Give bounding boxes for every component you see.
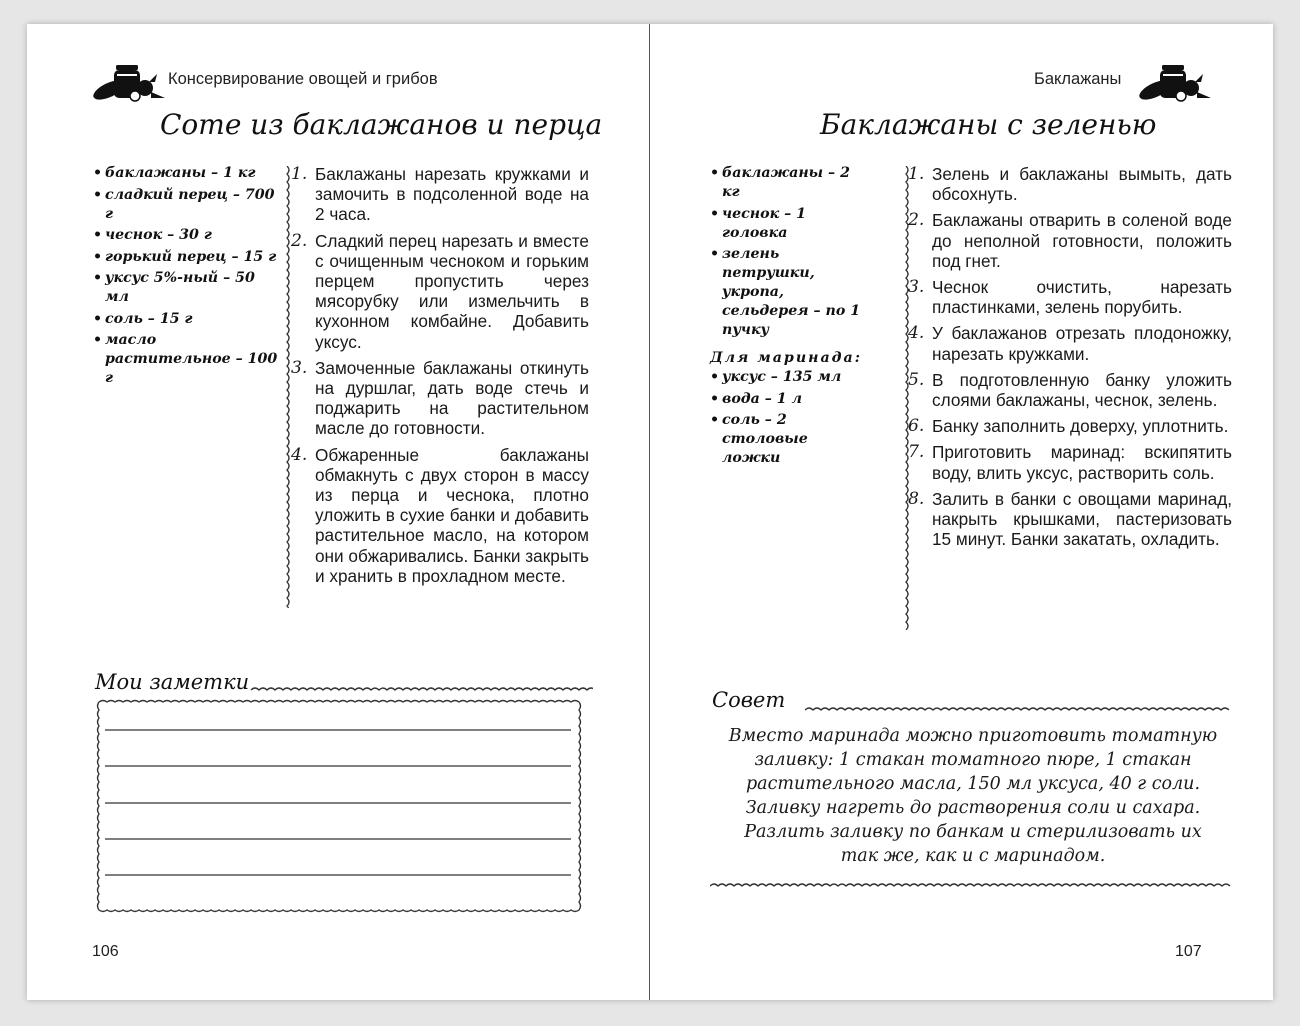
ingredient-list (93, 164, 283, 391)
step-number: 7. (908, 442, 925, 463)
ingredient-item: • горький перец – 15 г (93, 248, 283, 267)
step-item (908, 323, 1232, 363)
step-item (908, 164, 1232, 204)
step-text: Обжаренные баклажаны обмакнуть с двух сторон в массу из перца и чеснока, плотно уложить в сухие банки и добавить растительное масло, на котором они обжаривались. Банки закрыть и хранить в прохладном месте. (315, 444, 590, 586)
ingredient-item: • сладкий перец – 700 г (93, 186, 283, 224)
step-number: 3. (908, 277, 925, 298)
jar-with-vegetables-icon (1135, 58, 1213, 102)
page-number: 107 (1175, 943, 1202, 960)
marinade-heading: Для маринада: (710, 350, 862, 366)
wavy-rule (710, 881, 1233, 891)
step-number: 5. (908, 369, 925, 390)
ingredient-item: • вода – 1 л (710, 390, 870, 409)
ingredient-item: • баклажаны – 2 кг (710, 164, 870, 202)
step-text: Чеснок очистить, нарезать пластинками, зелень порубить. (932, 277, 1232, 318)
ingredient-item: • уксус – 135 мл (710, 368, 870, 387)
running-head: Консервирование овощей и грибов (168, 70, 438, 88)
step-text: Банку заполнить доверху, уплотнить. (932, 416, 1229, 437)
ingredient-item: • зелень петрушки, укропа, сельдерея – по 1 пучку (710, 245, 870, 340)
page-number: 106 (92, 943, 119, 960)
step-text: Замоченные баклажаны откинуть на дуршлаг, дать воде стечь и поджарить на растительном масле до готовности. (315, 357, 589, 439)
step-text: Приготовить маринад: вскипятить воду, влить уксус, растворить соль. (932, 442, 1232, 483)
step-text: У баклажанов отрезать плодоножку, нарезать кружками. (932, 323, 1232, 364)
book-spread (27, 24, 1273, 1000)
step-number: 1. (908, 164, 925, 184)
step-text: Баклажаны отварить в соленой воде до неполной готовности, положить под гнет. (932, 210, 1232, 271)
notes-title: Мои заметки (95, 670, 250, 694)
step-number: 3. (291, 357, 308, 378)
recipe-title: Соте из баклажанов и перца (160, 108, 603, 141)
step-item (908, 370, 1232, 410)
recipe-title: Баклажаны с зеленью (820, 108, 1157, 141)
step-text: Залить в банки с овощами маринад, накрыть крышками, пастеризовать 15 минут. Банки закатать, охладить. (932, 488, 1232, 550)
step-item (908, 489, 1232, 550)
step-text: В подготовленную банку уложить слоями баклажаны, чеснок, зелень. (932, 369, 1232, 411)
step-text: Сладкий перец нарезать и вместе с очищенным чесноком и горьким перцем пропустить через мясорубку или измельчить в кухонном комбайне. Добавить уксус. (315, 230, 589, 352)
ingredient-item: • уксус 5%-ный – 50 мл (93, 269, 283, 307)
marinade-ingredient-list (710, 368, 870, 468)
tip-title: Совет (712, 688, 786, 712)
ingredient-item: • чеснок – 1 головка (710, 205, 870, 243)
step-item (291, 445, 589, 586)
jar-with-vegetables-icon (89, 58, 167, 102)
step-item (291, 358, 589, 439)
step-number: 4. (291, 444, 308, 465)
step-number: 4. (908, 323, 925, 344)
step-number: 2. (291, 230, 308, 251)
ingredient-item: • масло растительное – 100 г (93, 331, 283, 388)
step-item (908, 442, 1232, 482)
step-number: 1. (291, 164, 308, 184)
running-head: Баклажаны (1034, 70, 1122, 88)
wavy-rule (805, 704, 1233, 714)
step-text: Зелень и баклажаны вымыть, дать обсохнуть. (932, 164, 1232, 205)
tip-text: Вместо маринада можно приготовить томатную заливку: 1 стакан томатного пюре, 1 стакан растительного масла, 150 мл уксуса, 40 г соли. Заливку нагреть до растворения соли и сахара. Разлить заливку по банкам и стерилизовать их так же, как и с маринадом. (728, 726, 1218, 866)
step-item (908, 416, 1232, 436)
step-number: 6. (908, 416, 925, 437)
ingredient-item: • чеснок – 30 г (93, 226, 283, 245)
step-list (291, 164, 589, 592)
step-text: Баклажаны нарезать кружками и замочить в подсоленной воде на 2 часа. (315, 164, 589, 225)
ingredient-list (710, 164, 870, 340)
ingredient-item: • соль – 15 г (93, 310, 283, 329)
ingredient-item: • баклажаны – 1 кг (93, 164, 283, 183)
step-item (908, 277, 1232, 317)
step-item (291, 164, 589, 225)
step-item (291, 231, 589, 352)
notes-box (89, 684, 593, 916)
right-page (650, 24, 1272, 1000)
step-number: 2. (908, 210, 925, 231)
ingredient-item: • соль – 2 столовые ложки (710, 411, 870, 468)
step-list (908, 164, 1232, 555)
step-item (908, 210, 1232, 271)
left-page (27, 24, 649, 1000)
step-number: 8. (908, 488, 925, 509)
ingredients-block (710, 164, 890, 471)
